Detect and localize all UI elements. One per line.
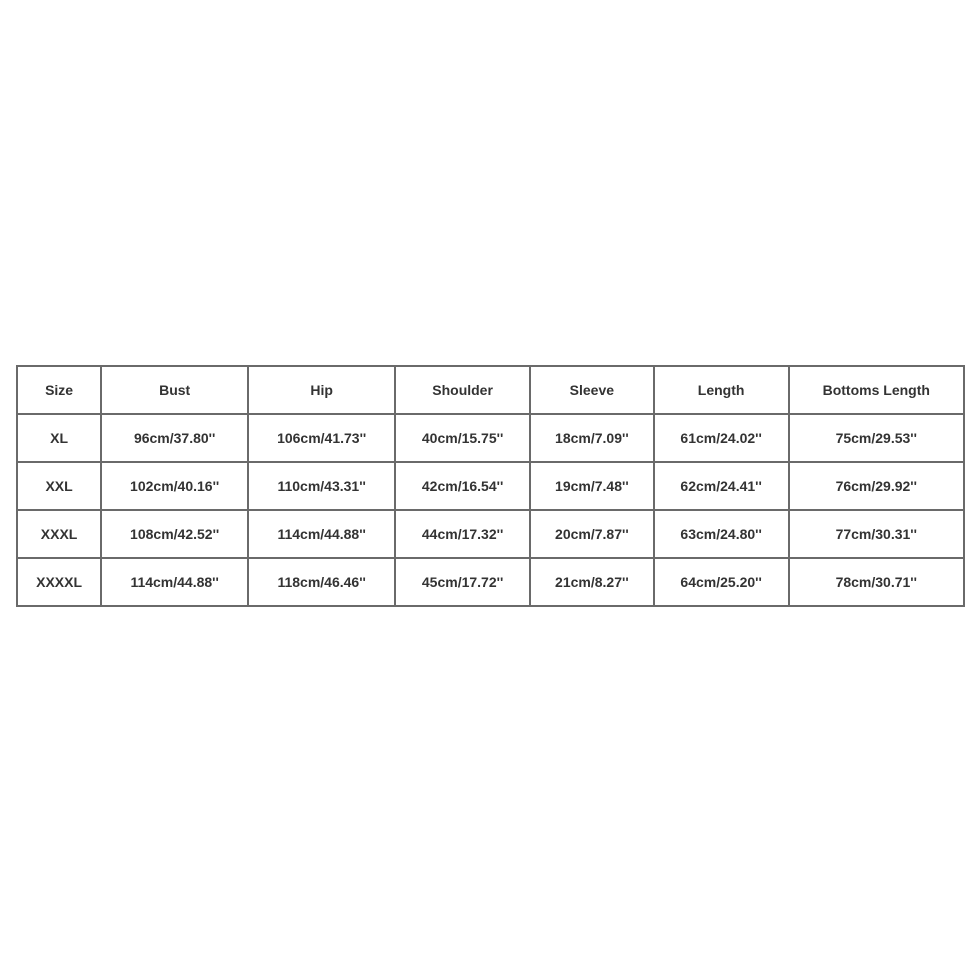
cell-shoulder: 40cm/15.75''	[395, 414, 530, 462]
header-bottoms-length: Bottoms Length	[789, 366, 964, 414]
cell-size: XXL	[17, 462, 101, 510]
cell-size: XXXL	[17, 510, 101, 558]
cell-sleeve: 18cm/7.09''	[530, 414, 654, 462]
cell-bottoms-length: 76cm/29.92''	[789, 462, 964, 510]
size-chart-header	[17, 366, 964, 414]
header-row	[17, 366, 964, 414]
header-sleeve: Sleeve	[530, 366, 654, 414]
cell-length: 64cm/25.20''	[654, 558, 789, 606]
table-row	[17, 558, 964, 606]
header-shoulder: Shoulder	[395, 366, 530, 414]
cell-bottoms-length: 78cm/30.71''	[789, 558, 964, 606]
cell-sleeve: 19cm/7.48''	[530, 462, 654, 510]
cell-bust: 102cm/40.16''	[101, 462, 248, 510]
cell-size: XXXXL	[17, 558, 101, 606]
cell-bust: 96cm/37.80''	[101, 414, 248, 462]
cell-bust: 114cm/44.88''	[101, 558, 248, 606]
size-chart-body	[17, 414, 964, 606]
cell-hip: 106cm/41.73''	[248, 414, 395, 462]
cell-shoulder: 45cm/17.72''	[395, 558, 530, 606]
cell-length: 63cm/24.80''	[654, 510, 789, 558]
cell-shoulder: 44cm/17.32''	[395, 510, 530, 558]
cell-size: XL	[17, 414, 101, 462]
header-length: Length	[654, 366, 789, 414]
header-bust: Bust	[101, 366, 248, 414]
cell-bust: 108cm/42.52''	[101, 510, 248, 558]
cell-hip: 114cm/44.88''	[248, 510, 395, 558]
header-size: Size	[17, 366, 101, 414]
table-row	[17, 510, 964, 558]
cell-sleeve: 21cm/8.27''	[530, 558, 654, 606]
cell-length: 61cm/24.02''	[654, 414, 789, 462]
cell-bottoms-length: 75cm/29.53''	[789, 414, 964, 462]
table-row	[17, 462, 964, 510]
cell-hip: 110cm/43.31''	[248, 462, 395, 510]
header-hip: Hip	[248, 366, 395, 414]
table-row	[17, 414, 964, 462]
cell-bottoms-length: 77cm/30.31''	[789, 510, 964, 558]
size-chart-table	[16, 365, 965, 607]
cell-sleeve: 20cm/7.87''	[530, 510, 654, 558]
cell-hip: 118cm/46.46''	[248, 558, 395, 606]
cell-length: 62cm/24.41''	[654, 462, 789, 510]
cell-shoulder: 42cm/16.54''	[395, 462, 530, 510]
